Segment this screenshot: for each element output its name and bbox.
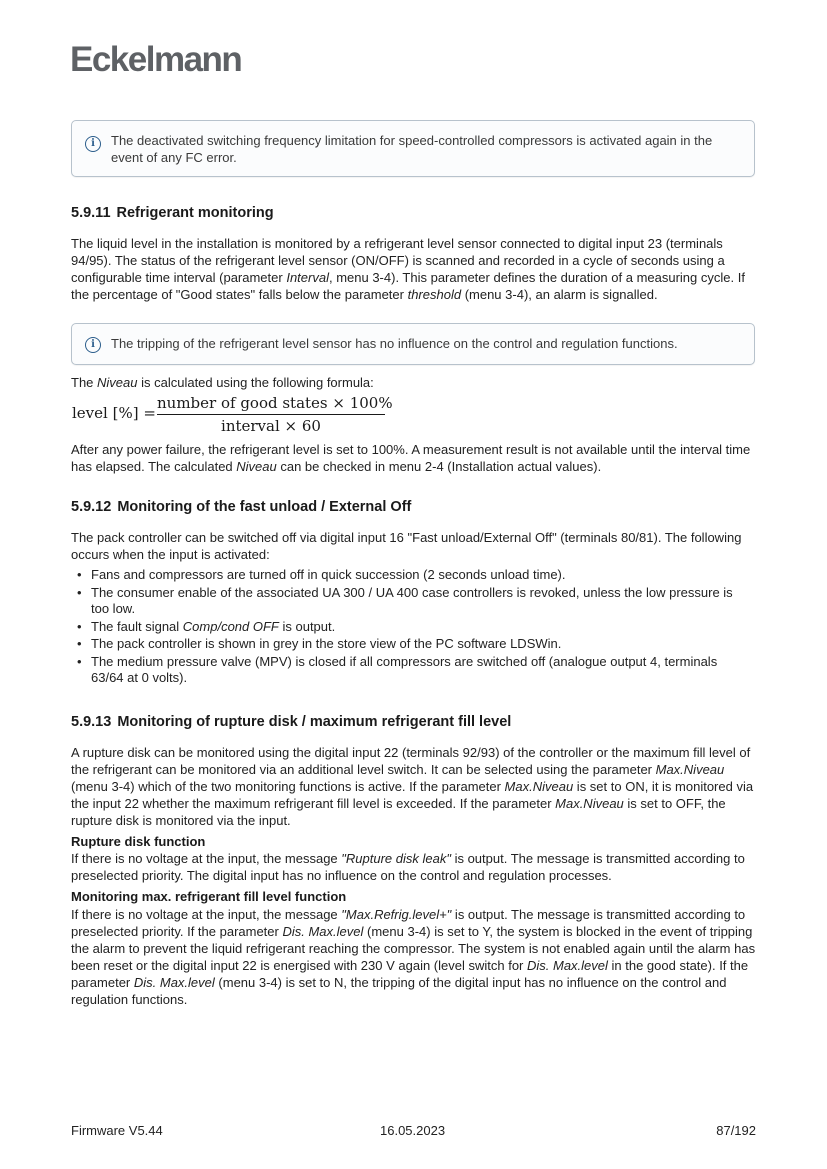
paragraph [71,235,761,303]
list-item [71,654,751,687]
formula-lhs: level [%] = [72,404,156,422]
text-run: is set to ON, it is monitored via the input 22 whether the maximum refrigerant fill level is exceeded. If the parameter [71,779,754,811]
emphasis-text: Interval [286,270,329,285]
emphasis-text: Dis. Max.level [282,924,364,939]
text-run: (menu 3-4) which of the two monitoring functions is active. If the parameter [71,779,505,794]
formula-numerator: number of good states × 100% [157,394,393,412]
footer-date: 16.05.2023 [380,1123,446,1138]
paragraph [71,850,761,884]
section-title: Monitoring of the fast unload / External Off [117,499,412,515]
paragraph [71,374,761,391]
text-run: The consumer enable of the associated UA 300 / UA 400 case controllers is revoked, ⁣unless the low pressure is too low. [91,584,733,616]
emphasis-text: Niveau [236,459,277,474]
section-number: 5.9.13 [71,714,112,730]
text-run: is output. [278,618,336,634]
text-run: is output. The message is transmitted according to preselected priority. The digital input has no influence on the control and regulation processes. [71,851,745,883]
section-heading-5-9-13 [71,714,511,730]
text-run: in the good state). If the parameter [71,958,749,990]
text-run: (menu 3-4), an alarm is signalled. [461,287,658,302]
info-note-text: The deactivated switching frequency limitation for speed-controlled compressors is activated again in the event of any FC error. [111,133,713,165]
emphasis-text: Comp/cond OFF [182,618,279,634]
section-heading-5-9-11 [71,205,274,221]
info-note [71,323,755,365]
text-run: If there is no voltage at the input, the message [71,851,342,866]
bullet-icon: • [77,636,82,651]
bullet-icon: • [77,618,82,634]
bullet-icon: • [77,584,82,600]
text-run: The liquid level in the installation is monitored by a refrigerant level sensor connected to digital input 23 (terminals 94/95). The status of the refrigerant level sensor (ON/OFF) is scanned and recorded in a cycle of seconds using a configurable time interval (parameter [71,236,725,285]
section-heading-5-9-12 [71,499,411,515]
text-run: Fans and compressors are turned off in quick succession (2 seconds unload time). [91,567,566,582]
section-title: Refrigerant monitoring [116,205,274,221]
emphasis-text: threshold [407,287,462,302]
info-icon: i [85,136,101,152]
text-run: The pack controller is shown in grey in the store view of the PC software LDSWin. [91,636,562,651]
text-run: is set to OFF, the rupture disk is monitored via the input. [71,796,726,828]
text-run: If there is no voltage at the input, the message [71,907,342,922]
company-logo: Eckelmann [70,40,242,79]
bullet-list [71,567,751,688]
text-run: The fault signal [91,618,183,634]
emphasis-text: Max.Niveau [504,779,574,794]
emphasis-text: Dis. Max.level [133,975,215,990]
list-item [71,585,751,618]
footer-firmware: Firmware V5.44 [71,1123,163,1138]
info-note-text: The tripping of the refrigerant level sensor has no influence on the control and regulation functions. [111,336,678,351]
text-run: The pack controller can be switched off via digital input 16 "Fast unload/External Off" (terminals 80/81). The following occurs when the input is activated: [71,530,742,562]
emphasis-text: "Max.Refrig.level+" [341,907,452,922]
bullet-icon: • [77,653,82,669]
emphasis-text: Max.Niveau [655,762,725,777]
emphasis-text: "Rupture disk leak" [341,851,451,866]
section-number: 5.9.12 [71,499,112,515]
emphasis-text: Niveau [97,375,138,390]
info-note [71,120,755,177]
subheading: Monitoring max. refrigerant fill level function [71,889,347,904]
paragraph [71,441,761,475]
emphasis-text: Dis. Max.level [526,958,608,973]
info-icon: i [85,337,101,353]
text-run: is output. The message is transmitted according to preselected priority. If the parameter [71,907,746,939]
text-run: can be checked in menu 2-4 (Installation actual values). [276,459,602,474]
text-run: A rupture disk can be monitored using the digital input 22 (terminals 92/93) of the controller or the maximum fill level of the refrigerant can be monitored via an additional level switch. It can be selected using the parameter [71,745,751,777]
text-run: (menu 3-4) is set to N, the tripping of the digital input has no influence on the control and regulation functions. [71,975,727,1007]
text-run: After any power failure, the refrigerant level is set to 100%. A measurement result is not available until the interval time has elapsed. The calculated [71,442,751,474]
text-run: The medium pressure valve (MPV) is closed if all compressors are switched off (analogue output 4, terminals 63/64 at 0 volts). [91,653,718,685]
list-item [71,567,751,584]
paragraph [71,906,761,1008]
list-item [71,619,751,636]
text-run: (menu 3-4) is set to Y, the system is blocked in the event of tripping the alarm to prevent the liquid refrigerant reaching the compressor. The system is not enabled again until the alarm has been reset or the digital input 22 is energised with 230 V again (level switch for [71,924,756,973]
paragraph [71,529,761,563]
formula-denominator: interval × 60 [221,417,321,435]
text-run: , menu 3-4). This parameter defines the duration of a measuring cycle. If the percentage of "Good states" falls below the parameter [71,270,745,302]
section-title: Monitoring of rupture disk / maximum refrigerant fill level [117,714,512,730]
fraction-bar [157,414,385,415]
bullet-icon: • [77,567,82,582]
paragraph [71,744,761,829]
footer-page-number: 87/192 [716,1123,756,1138]
level-formula [72,394,392,434]
list-item [71,636,751,653]
text-run: The [71,375,98,390]
text-run: is calculated using the following formula: [137,375,374,390]
emphasis-text: Max.Niveau [555,796,624,811]
section-number: 5.9.11 [71,205,111,221]
subheading: Rupture disk function [71,834,206,849]
